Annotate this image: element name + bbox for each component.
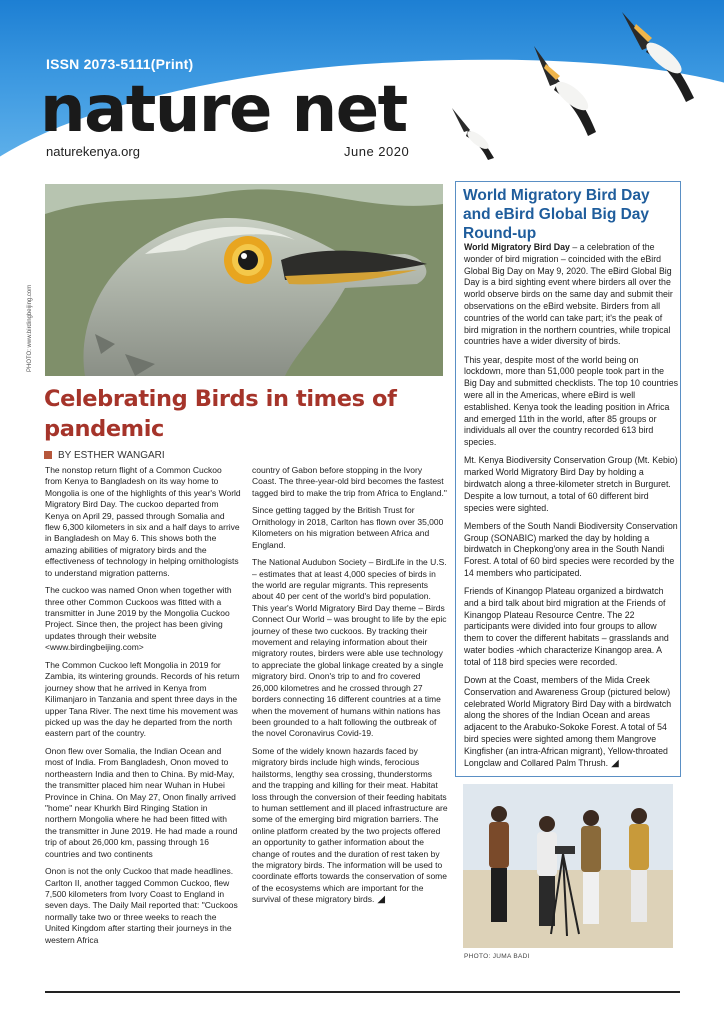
pelican-illustration — [612, 6, 710, 110]
birdwatch-group-photo — [463, 784, 673, 948]
sidebar-lead-text: – a celebration of the wonder of bird migration – coincided with the eBird Global Big Day on May 9, 2020. The eBird Global Big Day is a bird sighting event where birders all over the world observe birds on the same day and submit their observations on the eBird website. Birders from all countries of the world can take part; it's the peak of bird migration in the northern countries, while tropical countries have a wider diversity of birds. — [464, 242, 673, 347]
article-paragraph: country of Gabon before stopping in the Ivory Coast. The three-year-old bird becomes the fastest tagged bird to make the trip from Africa to England." — [252, 465, 447, 498]
sidebar-paragraph — [464, 242, 678, 348]
article-paragraph: Onon is not the only Cuckoo that made headlines. Carlton II, another tagged Common Cuckoo, flew 7,500 kilometers from Ivory Coast to England in seven days. The Daily Mail reported that: "Cuckoos normally take two or three weeks to reach the United Kingdom after starting their journeys in the western Africa — [45, 866, 238, 945]
cuckoo-photo — [45, 184, 443, 376]
byline-text: BY ESTHER WANGARI — [58, 450, 165, 461]
article-paragraph: The nonstop return flight of a Common Cuckoo from Kenya to Bangladesh on its way home to Mongolia is one of the highlights of this year's World Migratory Bird Day. The cuckoo departed from Kenya on April 29, passed through Somalia and flew 6,300 kilometers in six and a half days to arrive in Bangladesh on May 6. This shows both the amazing abilities of migratory birds and the effectiveness of technology in helping ornithologists to understand migration patterns. — [45, 465, 241, 578]
issue-date: June 2020 — [344, 144, 410, 159]
sidebar-paragraph: Mt. Kenya Biodiversity Conservation Group (Mt. Kebio) marked World Migratory Bird Day by holding a birdwatch along a three-kilometer stretch in Burguret. Despite a low turnout, a total of 60 different bird species were sighted. — [464, 455, 678, 513]
article-paragraph: The Common Cuckoo left Mongolia in 2019 for Zambia, its wintering grounds. Records of his return journey show that he arrived in Kenya from Kilimanjaro in Tanzania and spent three days in the upper Tana River. The next time his movement was picked up was the day he departed from the north eastern part of the country. — [45, 659, 240, 739]
article-column-1 — [45, 465, 241, 952]
birdwatchers-illustration — [463, 784, 673, 948]
pelican-illustration — [522, 42, 614, 140]
article-column-2 — [252, 465, 448, 912]
article-paragraph: Since getting tagged by the British Trust for Ornithology in 2018, Carlton has flown over 35,000 Kilometers on his migration between Africa and England. — [252, 505, 444, 550]
sidebar-paragraph: Members of the South Nandi Biodiversity Conservation Group (SONABIC) marked the day by holding a birdwatch in Chepkong'ony area in the South Nandi Forest. A total of 60 bird species were recorded by the 14 members who participated. — [464, 520, 678, 578]
article-paragraph-text: Some of the widely known hazards faced by migratory birds include high winds, ferocious hailstorms, lengthy sea crossing, thunderstorms and the trapping and killing for their meat. Habitat loss through the conversion of their feeding habitats to human settlement and ill placed infrastructure are some of the emerging bird migration barriers. The online platform created by the two projects offered an opportunity to gather information about the change of routes and the duration of rest taken by the migratory birds. The information will be used to coordinate efforts towards the conservation of some of the ecosystems which are important for the survival of these migratory birds. — [252, 745, 448, 905]
group-photo-credit: PHOTO: JUMA BADI — [464, 953, 530, 960]
sidebar-paragraph-text: Down at the Coast, members of the Mida Creek Conservation and Awareness Group (pictured below) celebrated World Migratory Bird Day with a birdwatch along the shores of the Indian Ocean and areas adjacent to the Arabuko-Sokoke Forest. A total of 54 bird species were sighted among them Mangrove Kingfisher (an intra-African migrant), Yellow-throated Longclaw and Collared Palm Thrush. — [464, 675, 672, 768]
sidebar-paragraph: This year, despite most of the world being on lockdown, more than 51,000 people took part in the Big Day and submitted checklists. The top 10 countries were all in the Americas, where eBird is well established. Kenya took the leading position in Africa and emerged 11th in the world, after 85 groups or individuals all over the country recorded 613 bird species. — [464, 354, 679, 448]
masthead-title: nature net — [40, 73, 407, 147]
website-address: naturekenya.org — [46, 144, 140, 159]
byline-square-icon — [44, 451, 52, 459]
cuckoo-photo-illustration — [45, 184, 443, 376]
article-byline — [44, 450, 165, 461]
end-mark-icon: ◢ — [377, 894, 386, 906]
article-paragraph-last — [252, 746, 448, 906]
sidebar-title: World Migratory Bird Day and eBird Global Big Day Round-up — [463, 187, 650, 242]
article-paragraph: The National Audubon Society – BirdLife in the U.S. – estimates that at least 4,000 species of birds in the world are regular migrants. This represents about 40 per cent of the world's bird population. This year's World Migratory Bird Day theme – Birds Connect Our World – was brought to life by the epic journey of these two cuckoos. By tracking their movement and relaying information about their migratory routes, birders were able use technology to appreciate the global linkage created by a single migratory bird. Onon's trip to and fro covered 26,000 kilometres and he crossed through 27 borders connecting 16 different countries at a time when the movement of humans within nations has been grounded to a halt following the outbreak of the novel Coronavirus Covid-19. — [252, 557, 447, 739]
article-paragraph: The cuckoo was named Onon when together with three other Common Cuckoos was fitted with a transmitter in June 2019 by the Mongolia Cuckoo Project. Since then, the project has been giving updates through their website <www.birdingbeijing.com> — [45, 585, 232, 653]
hero-photo-credit: PHOTO: www.birdingbeijing.com — [27, 284, 33, 372]
pelican-illustration — [446, 104, 506, 160]
article-headline: Celebrating Birds in times of pandemic — [44, 386, 397, 442]
sidebar-paragraph — [464, 675, 678, 769]
article-paragraph: Onon flew over Somalia, the Indian Ocean and most of India. From Bangladesh, Onon moved to northeastern India and then to China. By mid-May, the transmitter placed him near Wuhan in Hubei Province in China. On May 27, Onon finally arrived "home" near Khurkh Bird Ringing Station in northern Mongolia where he had been fitted with the transmitter in June 2019. He had made a round trip of about 26,000 km, passing through 16 countries and two continents — [45, 745, 238, 859]
issn-number: ISSN 2073-5111(Print) — [46, 56, 194, 72]
sidebar-body — [464, 242, 678, 776]
sidebar-paragraph: Friends of Kinangop Plateau organized a birdwatch and a bird talk about bird migration at the Friends of Kinangop Plateau Resource Centre. The 22 participants were divided into four groups to allow them to cover the different habitats – grasslands and water bodies -which characterize Kinangop area. A total of 118 bird species were recorded. — [464, 586, 669, 667]
sidebar-lead-bold: World Migratory Bird Day — [464, 242, 570, 252]
end-mark-icon: ◢ — [611, 757, 619, 769]
footer-rule — [45, 991, 680, 993]
